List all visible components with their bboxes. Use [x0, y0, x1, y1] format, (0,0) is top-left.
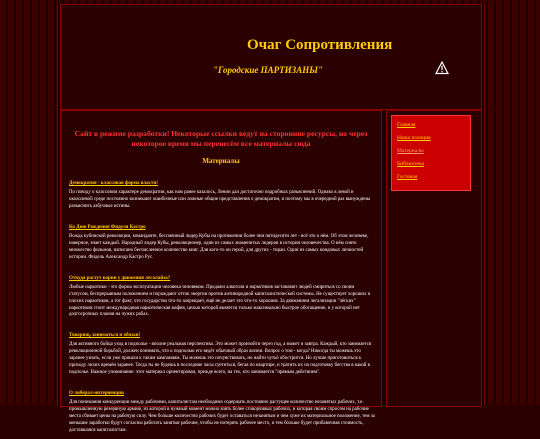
- article-title-link[interactable]: Откуда растут корни у движения легалайза?: [69, 275, 171, 281]
- article-item: [69, 323, 375, 377]
- article-list: [69, 171, 375, 439]
- sidebar-item-guestbook[interactable]: Гостевая: [397, 174, 418, 180]
- site-subtitle: "Городские ПАРТИЗАНЫ": [213, 65, 323, 75]
- article-summary: Любые наркотики - это форма эксплуатации человека человеком. Продажи алкоголя и наркотиков заставляют людей смириться со своим статусом, беспрерывным положением и порождают отток энергии против антинародной капиталистической системы. Не существует хороших и плохих наркотиков, а тот факт, что государство что-то запрещает, ещё не делает это что-то хорошим. За движением легализации "лёгких" наркотиков стоит международная наркотическая мафия, целью которой является только максимально быстрое обогащение, и у которой нет долгосрочных планов на чужих рабах.: [69, 284, 371, 318]
- sidebar-item-position[interactable]: Наша позиция: [397, 135, 431, 141]
- article-item: [69, 215, 375, 262]
- sidebar-item-library[interactable]: Библиотека: [397, 161, 425, 167]
- article-summary: Для активного бойца уход в подполье - вполне реальная перспектива. Это может произойти через год, а может и завтра. Каждый, кто занимается революционной борьбой, должен понимать, что к подполью его ведёт обычный образ жизни. Вопрос о том - когда? Никогда ты можешь это заранее узнать, если уже пришли к таким кампаниям. Ты можешь это почувствовать, но найти чутьё обострится. Но лучше приготовиться к приходу лихих времён заранее. Тогда ты не будешь в последние часы суетиться, бегая по квартире, и тратить их на подготовку бегства в какой в подполье. Важное упоминание: этот материал ориентирован, прежде всего, на тех, кто занимается "прямым действием".: [69, 342, 372, 376]
- development-notice: Сайт в режиме разработки! Некоторые ссылки ведут на сторонние ресурсы, но через некоторое время мы перенесём все материалы сюда: [74, 129, 368, 149]
- article-title-link[interactable]: Демократия - классовая форма власти!: [69, 181, 158, 186]
- main-content: [60, 110, 382, 434]
- article-item: [69, 381, 375, 435]
- sidebar-item-home[interactable]: Главная: [397, 122, 416, 128]
- article-title-link[interactable]: Ко Дню Рождения Фиделя Кастро: [69, 224, 146, 230]
- sidebar-item-materials[interactable]: Материалы: [397, 148, 424, 154]
- article-item: [69, 266, 375, 320]
- site-title: Очаг Сопротивления: [247, 37, 393, 53]
- sidebar-menu: [391, 115, 471, 191]
- article-summary: По поводу о классовом характере демократии, как нам ранее казалось, Ленин дал достаточно подробных разъяснений. Однако в левой и окололевой среде постоянно возникают ошибочные или ложные общие представления о демократии, и поэтому мы в очередной раз вынуждены разъяснить азбучные истины.: [69, 190, 371, 209]
- site-header: [60, 4, 482, 110]
- article-title-link[interactable]: Товарищ, заниматься и обязан!: [69, 333, 141, 339]
- materials-heading: Материалы: [202, 157, 240, 165]
- warning-triangle-icon: [435, 61, 449, 75]
- article-item: [69, 171, 375, 211]
- article-title-link[interactable]: О либерал-интервенции: [69, 391, 124, 397]
- article-summary: Вождь кубинской революции, команданте, бессменный лидер Кубы на протяжении более чем пятидесяти лет - всё это о нём. Об этом человеке, наверное, знает каждый. Народный лидер Кубы, революционер, один из самых знаменитых лидеров в истории человечества. О нём снято множество фильмов, написано бесчисленное количество книг. Для кого-то он герой, для других - тиран. Один из самых кондовых личностей истории. Фидель Александр Кастро Рус.: [69, 233, 369, 260]
- article-summary: Для понимания конкуренции между рабочими, капиталистам необходимо содержать постоянно растущее количество незанятых рабочих, т.е. промышленную резервную армию, из которой в нужный момент можно взять более сговорчивых рабочих, и которая своим спросом на рабочие места сбивает цены на рабочую силу. Чем больше количество рабочих будет оставаться незанятым и чем хуже их материальное положение, тем за меньшие заработки будут согласны работать занятые рабочие, чтобы не потерять рабочее место, и тем больше будет прибавочная стоимость, доставшаяся капиталистам.: [69, 400, 375, 434]
- sidebar: [386, 110, 482, 407]
